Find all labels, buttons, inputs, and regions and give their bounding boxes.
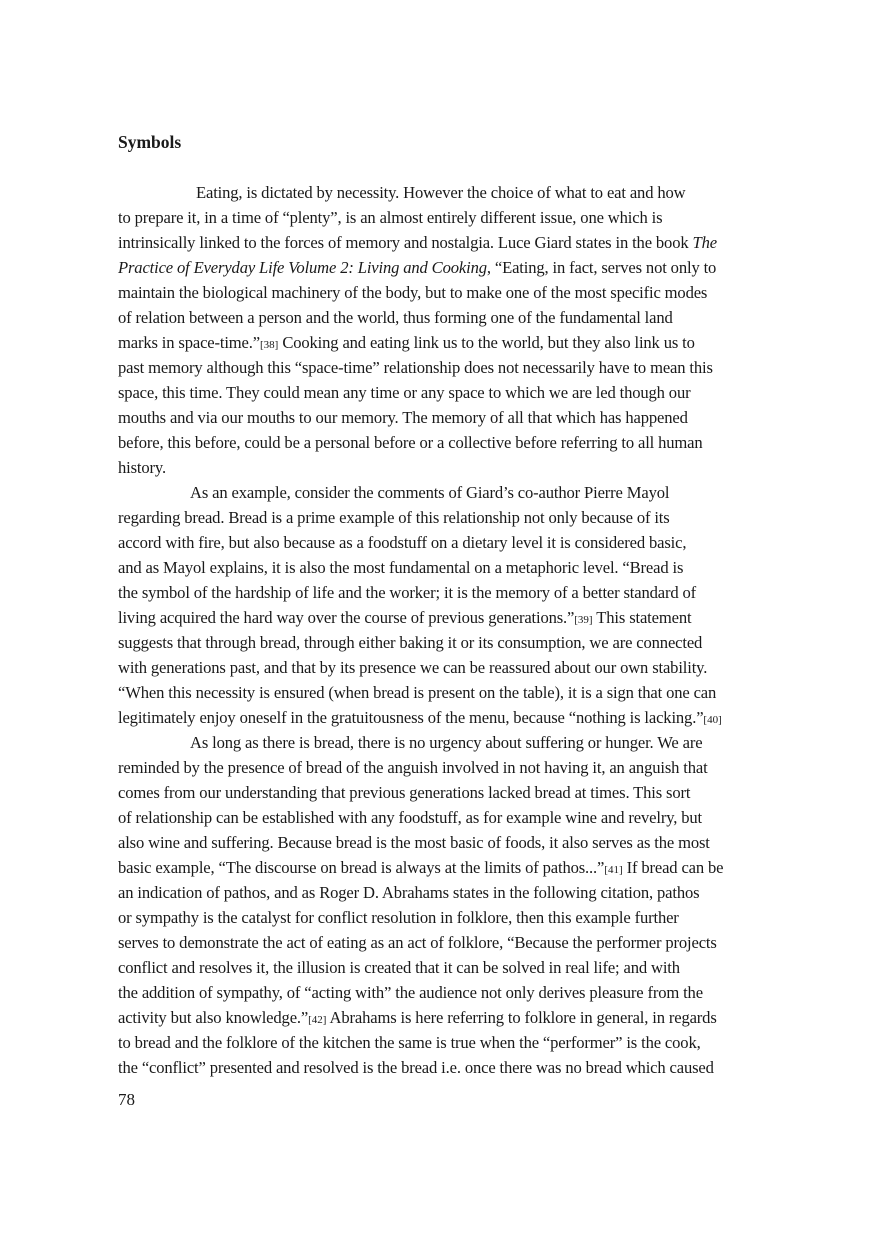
text-segment: reminded by the presence of bread of the anguish involved in not having it, an anguish that: [118, 758, 708, 777]
text-segment: also wine and suffering. Because bread is the most basic of foods, it also serves as the most: [118, 833, 710, 852]
text-line: [118, 455, 798, 480]
text-segment: history.: [118, 458, 166, 477]
citation-marker: [41]: [604, 864, 623, 876]
text-segment: As an example, consider the comments of Giard’s co-author Pierre Mayol: [190, 483, 670, 502]
text-segment: Cooking and eating link us to the world, but they also link us to: [278, 333, 695, 352]
text-segment: the symbol of the hardship of life and the worker; it is the memory of a better standard of: [118, 583, 697, 602]
text-line: [118, 480, 798, 505]
text-line: [118, 830, 798, 855]
text-line: [118, 180, 798, 205]
text-segment: mouths and via our mouths to our memory. The memory of all that which has happened: [118, 408, 688, 427]
text-segment: Eating, is dictated by necessity. However the choice of what to eat and how: [196, 183, 686, 202]
italic-title: The: [692, 233, 717, 252]
text-segment: marks in space-time.”: [118, 333, 260, 352]
text-segment: past memory although this “space-time” relationship does not necessarily have to mean this: [118, 358, 713, 377]
text-segment: to prepare it, in a time of “plenty”, is an almost entirely different issue, one which is: [118, 208, 663, 227]
text-line: [118, 805, 798, 830]
text-segment: As long as there is bread, there is no urgency about suffering or hunger. We are: [190, 733, 703, 752]
text-segment: “When this necessity is ensured (when bread is present on the table), it is a sign that one can: [118, 683, 717, 702]
text-line: [118, 305, 798, 330]
text-segment: or sympathy is the catalyst for conflict resolution in folklore, then this example further: [118, 908, 679, 927]
text-line: [118, 430, 798, 455]
body-text: [118, 180, 798, 1080]
citation-marker: [42]: [308, 1014, 327, 1026]
text-segment: serves to demonstrate the act of eating as an act of folklore, “Because the performer projects: [118, 933, 717, 952]
text-line: [118, 230, 798, 255]
text-segment: activity but also knowledge.”: [118, 1008, 309, 1027]
italic-title: Practice of Everyday Life Volume 2: Living and Cooking: [118, 258, 487, 277]
citation-marker: [38]: [260, 339, 279, 351]
text-line: [118, 330, 798, 355]
text-line: [118, 630, 798, 655]
text-line: [118, 530, 798, 555]
text-segment: comes from our understanding that previous generations lacked bread at times. This sort: [118, 783, 691, 802]
text-segment: the addition of sympathy, of “acting with” the audience not only derives pleasure from the: [118, 983, 703, 1002]
text-line: [118, 205, 798, 230]
text-line: [118, 1055, 798, 1080]
text-line: [118, 355, 798, 380]
text-segment: If bread can be: [622, 858, 724, 877]
text-segment: before, this before, could be a personal before or a collective before referring to all human: [118, 433, 703, 452]
text-line: [118, 705, 798, 730]
text-line: [118, 930, 798, 955]
text-segment: with generations past, and that by its presence we can be reassured about our own stability.: [118, 658, 708, 677]
citation-marker: [39]: [574, 614, 593, 626]
text-line: [118, 580, 798, 605]
text-segment: This statement: [592, 608, 692, 627]
text-line: [118, 730, 798, 755]
text-line: [118, 780, 798, 805]
text-segment: accord with fire, but also because as a foodstuff on a dietary level it is considered basic,: [118, 533, 687, 552]
page-number: 78: [118, 1090, 135, 1109]
text-line: [118, 1030, 798, 1055]
text-line: [118, 680, 798, 705]
text-segment: space, this time. They could mean any time or any space to which we are led though our: [118, 383, 691, 402]
text-line: [118, 255, 798, 280]
text-segment: maintain the biological machinery of the body, but to make one of the most specific modes: [118, 283, 708, 302]
section-heading: Symbols: [118, 132, 182, 152]
text-segment: Abrahams is here referring to folklore in general, in regards: [326, 1008, 717, 1027]
text-segment: and as Mayol explains, it is also the most fundamental on a metaphoric level. “Bread is: [118, 558, 684, 577]
text-segment: legitimately enjoy oneself in the gratuitousness of the menu, because “nothing is lacking.”: [118, 708, 704, 727]
text-line: [118, 605, 798, 630]
text-segment: of relationship can be established with any foodstuff, as for example wine and revelry, but: [118, 808, 703, 827]
text-line: [118, 755, 798, 780]
text-line: [118, 905, 798, 930]
text-segment: intrinsically linked to the forces of memory and nostalgia. Luce Giard states in the book: [118, 233, 693, 252]
text-line: [118, 880, 798, 905]
text-segment: regarding bread. Bread is a prime example of this relationship not only because of its: [118, 508, 670, 527]
text-line: [118, 980, 798, 1005]
text-segment: of relation between a person and the world, thus forming one of the fundamental land: [118, 308, 673, 327]
text-segment: suggests that through bread, through either baking it or its consumption, we are connected: [118, 633, 703, 652]
text-line: [118, 505, 798, 530]
text-line: [118, 280, 798, 305]
text-line: [118, 555, 798, 580]
text-segment: the “conflict” presented and resolved is the bread i.e. once there was no bread which caused: [118, 1058, 714, 1077]
text-segment: conflict and resolves it, the illusion is created that it can be solved in real life; and with: [118, 958, 680, 977]
text-line: [118, 1005, 798, 1030]
text-segment: , “Eating, in fact, serves not only to: [486, 258, 717, 277]
text-segment: basic example, “The discourse on bread is always at the limits of pathos...”: [118, 858, 605, 877]
text-line: [118, 655, 798, 680]
text-line: [118, 380, 798, 405]
text-line: [118, 855, 798, 880]
text-segment: living acquired the hard way over the course of previous generations.”: [118, 608, 575, 627]
text-segment: an indication of pathos, and as Roger D. Abrahams states in the following citation, pathos: [118, 883, 700, 902]
text-line: [118, 955, 798, 980]
text-line: [118, 405, 798, 430]
text-segment: to bread and the folklore of the kitchen the same is true when the “performer” is the cook,: [118, 1033, 701, 1052]
citation-marker: [40]: [703, 714, 722, 726]
